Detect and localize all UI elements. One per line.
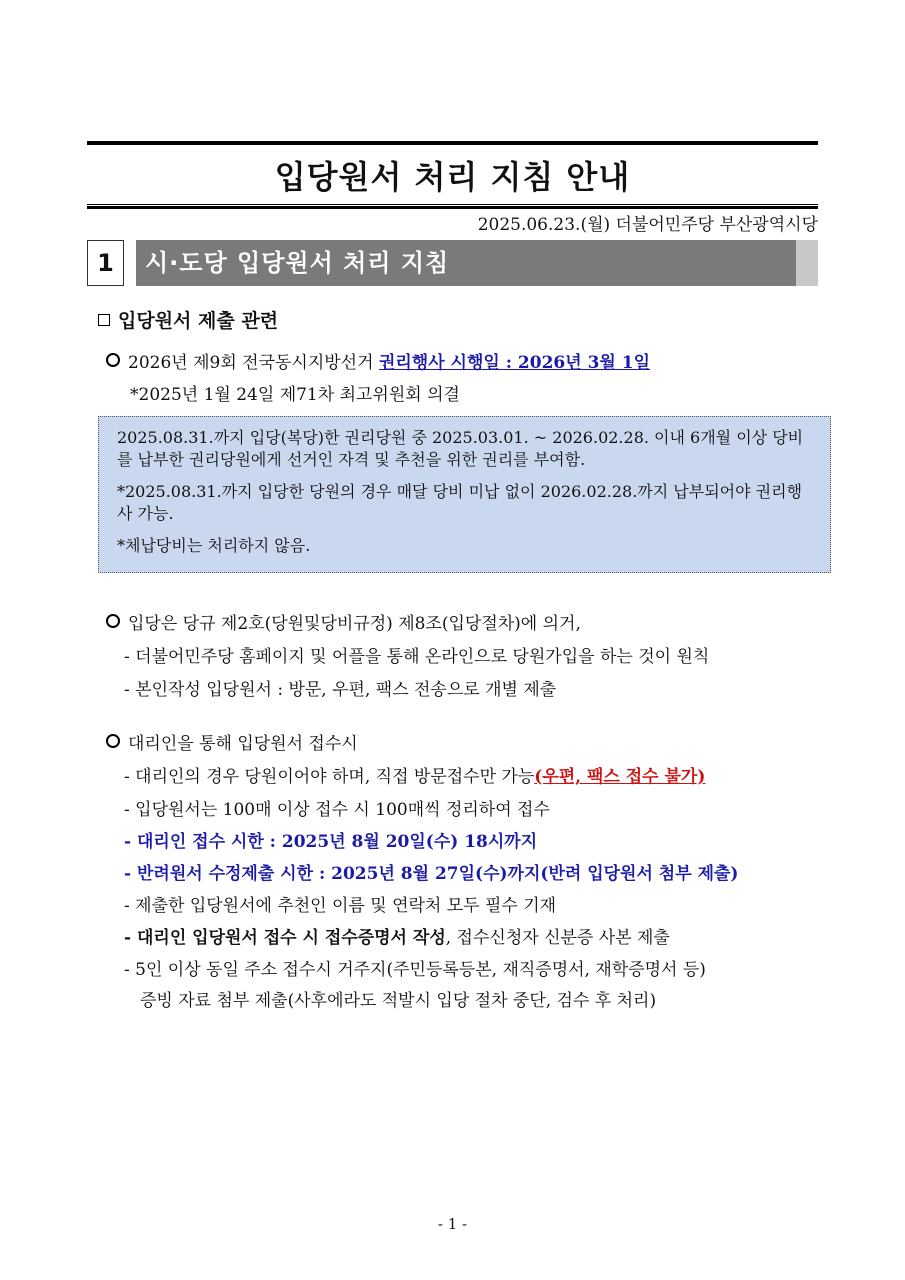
info-box-paragraph-1: 2025.08.31.까지 입당(복당)한 권리당원 중 2025.03.01. ~ 2026.02.28. 이내 6개월 이상 당비를 납부한 권리당원에게 선거인 자격 및 추천을 위한 권리를 부여함. xyxy=(117,428,804,469)
item3-bullet-7-line-1: - 5인 이상 동일 주소 접수시 거주지(주민등록등본, 재직증명서, 재학증명서 등) xyxy=(124,960,706,980)
item3-bullet-7-line-2: 증빙 자료 첨부 제출(사후에라도 적발시 입당 절차 중단, 검수 후 처리) xyxy=(140,991,657,1011)
section-header xyxy=(87,240,818,286)
item3-line xyxy=(106,729,358,754)
item3-bullet-3: - 대리인 접수 시한 : 2025년 8월 20일(수) 18시까지 xyxy=(124,832,538,852)
info-box xyxy=(98,416,831,573)
item3-bullet-6-text: , 접수신청자 신분증 사본 제출 xyxy=(445,928,670,948)
item1-line xyxy=(106,348,650,373)
item3-bullet-2: - 입당원서는 100매 이상 접수 시 100매씩 정리하여 접수 xyxy=(124,800,550,820)
item3-bullet-1-warning: (우편, 팩스 접수 불가) xyxy=(534,767,706,787)
circle-bullet-icon xyxy=(106,734,120,748)
item2-bullet-2: - 본인작성 입당원서 : 방문, 우편, 팩스 전송으로 개별 제출 xyxy=(124,680,557,700)
section-title: 시·도당 입당원서 처리 지침 xyxy=(145,249,450,277)
item3-text: 대리인을 통해 입당원서 접수시 xyxy=(128,734,358,754)
item2-line xyxy=(106,609,581,634)
section-bar-accent xyxy=(796,240,818,286)
info-box-paragraph-3: *체납당비는 처리하지 않음. xyxy=(117,536,311,555)
subsection-title: 입당원서 제출 관련 xyxy=(118,310,279,332)
document-title: 입당원서 처리 지침 안내 xyxy=(274,158,631,196)
item3-bullet-5: - 제출한 입당원서에 추천인 이름 및 연락처 모두 필수 기재 xyxy=(124,896,557,916)
square-bullet-icon xyxy=(98,314,110,326)
item1-highlight: 권리행사 시행일 : 2026년 3월 1일 xyxy=(378,353,650,373)
info-box-paragraph-2: *2025.08.31.까지 입당한 당원의 경우 매달 당비 미납 없이 2026.02.28.까지 납부되어야 권리행사 가능. xyxy=(117,482,803,523)
item3-bullet-6 xyxy=(124,923,670,948)
item3-bullet-6-bold: - 대리인 입당원서 접수 시 접수증명서 작성 xyxy=(124,928,446,948)
item1-text: 2026년 제9회 전국동시지방선거 xyxy=(128,353,379,373)
item3-bullet-4: - 반려원서 수정제출 시한 : 2025년 8월 27일(수)까지(반려 입당원서 첨부 제출) xyxy=(124,864,739,884)
circle-bullet-icon xyxy=(106,614,120,628)
subsection-heading xyxy=(98,306,278,333)
title-bottom-rule xyxy=(87,204,818,209)
title-top-rule xyxy=(87,141,818,145)
item2-text: 입당은 당규 제2호(당원및당비규정) 제8조(입당절차)에 의거, xyxy=(128,614,581,634)
item1-note: *2025년 1월 24일 제71차 최고위원회 의결 xyxy=(130,385,460,405)
circle-bullet-icon xyxy=(106,353,120,367)
item3-bullet-1 xyxy=(124,762,705,787)
section-number: 1 xyxy=(87,240,124,286)
item2-bullet-1: - 더불어민주당 홈페이지 및 어플을 통해 온라인으로 당원가입을 하는 것이 원칙 xyxy=(124,647,710,667)
page-number: - 1 - xyxy=(437,1215,468,1233)
item3-bullet-1-text: - 대리인의 경우 당원이어야 하며, 직접 방문접수만 가능 xyxy=(124,767,535,787)
dateline: 2025.06.23.(월) 더불어민주당 부산광역시당 xyxy=(477,215,818,235)
